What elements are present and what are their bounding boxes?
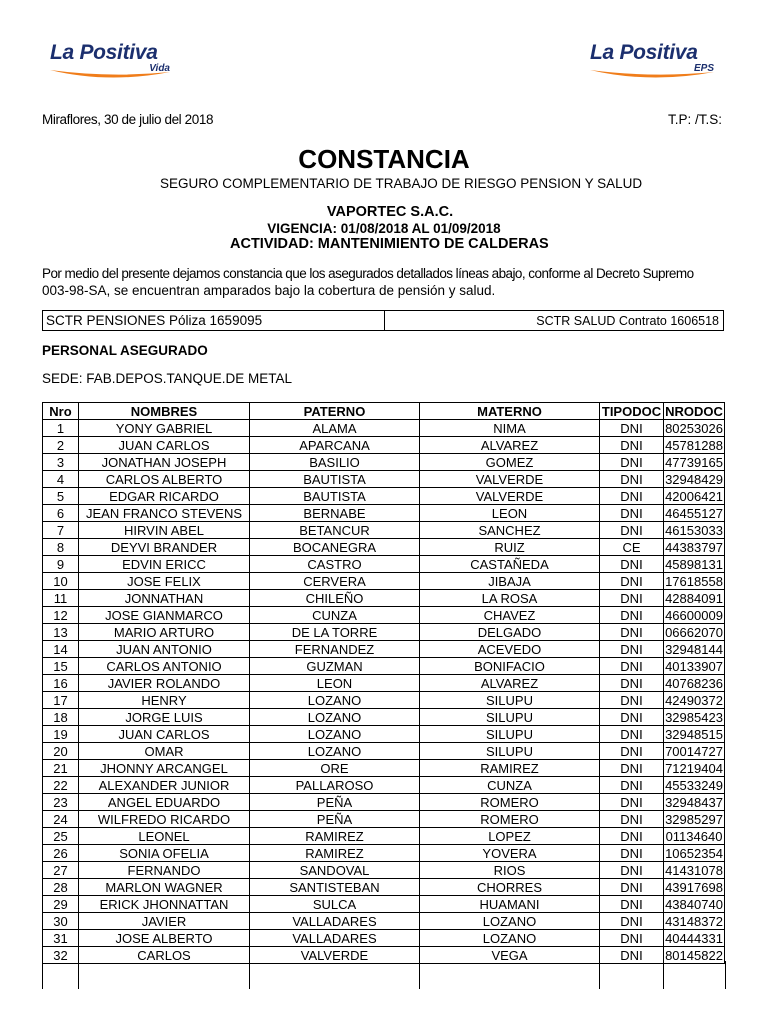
cell-tipodoc: DNI	[600, 454, 664, 471]
table-row	[43, 641, 725, 658]
cell-tipodoc: DNI	[600, 556, 664, 573]
cell-tipodoc: DNI	[600, 930, 664, 947]
cell-nombres: ANGEL EDUARDO	[79, 794, 250, 811]
cell-paterno: PALLAROSO	[250, 777, 420, 794]
sede-label: SEDE: FAB.DEPOS.TANQUE.DE METAL	[42, 371, 293, 386]
table-row	[43, 437, 725, 454]
cell-paterno: CHILEÑO	[250, 590, 420, 607]
cell-tipodoc: DNI	[600, 743, 664, 760]
cell-materno: ALVAREZ	[420, 437, 600, 454]
cell-materno: ROMERO	[420, 811, 600, 828]
cell-tipodoc: DNI	[600, 675, 664, 692]
page-subtitle: SEGURO COMPLEMENTARIO DE TRABAJO DE RIESGO PENSION Y SALUD	[160, 176, 643, 191]
cell-nro: 31	[43, 930, 79, 947]
cell-nombres: JUAN CARLOS	[79, 437, 250, 454]
header-nrodoc: NRODOC	[665, 403, 723, 419]
cell-nro: 25	[43, 828, 79, 845]
cell-nombres: MARLON WAGNER	[79, 879, 250, 896]
cell-paterno: LOZANO	[250, 726, 420, 743]
cell-paterno: VALVERDE	[250, 947, 420, 964]
logo-left-name: La Positiva	[50, 41, 158, 64]
cell-paterno: BASILIO	[250, 454, 420, 471]
swoosh-icon	[588, 64, 716, 84]
cell-nrodoc: 40444331	[665, 930, 723, 946]
cell-nrodoc: 17618558	[665, 573, 723, 589]
cell-nrodoc: 41431078	[665, 862, 723, 878]
cell-tipodoc: DNI	[600, 709, 664, 726]
header-nombres: NOMBRES	[79, 403, 250, 420]
personal-asegurado-heading: PERSONAL ASEGURADO	[42, 343, 208, 358]
cell-nrodoc: 43917698	[665, 879, 723, 895]
cell-paterno: LOZANO	[250, 743, 420, 760]
cell-nro: 27	[43, 862, 79, 879]
cell-paterno: APARCANA	[250, 437, 420, 454]
cell-nro: 13	[43, 624, 79, 641]
cell-nrodoc: 42490372	[665, 692, 723, 708]
sctr-salud: SCTR SALUD Contrato 1606518	[536, 314, 719, 328]
table-row	[43, 505, 725, 522]
cell-nrodoc: 44383797	[665, 539, 723, 555]
cell-tipodoc: DNI	[600, 896, 664, 913]
cell-nro: 32	[43, 947, 79, 964]
cell-nrodoc: 32985423	[665, 709, 723, 725]
cell-paterno: CASTRO	[250, 556, 420, 573]
table-row	[43, 777, 725, 794]
cell-nombres: FERNANDO	[79, 862, 250, 879]
cell-materno: LEON	[420, 505, 600, 522]
company-name: VAPORTEC S.A.C.	[326, 204, 454, 220]
table-row	[43, 556, 725, 573]
cell-tipodoc: DNI	[600, 505, 664, 522]
cell-nombres: ALEXANDER JUNIOR	[79, 777, 250, 794]
cell-materno: VALVERDE	[420, 488, 600, 505]
cell-nombres: EDGAR RICARDO	[79, 488, 250, 505]
cell-nro: 7	[43, 522, 79, 539]
cell-materno: DELGADO	[420, 624, 600, 641]
logo-left-sub: Vida	[149, 63, 170, 74]
cell-tipodoc: DNI	[600, 760, 664, 777]
cell-nrodoc: 40768236	[665, 675, 723, 691]
cell-tipodoc: DNI	[600, 573, 664, 590]
table-row	[43, 590, 725, 607]
cell-materno: BONIFACIO	[420, 658, 600, 675]
cell-materno: NIMA	[420, 420, 600, 437]
cell-materno: ROMERO	[420, 794, 600, 811]
cell-materno: SILUPU	[420, 743, 600, 760]
table-row	[43, 539, 725, 556]
cell-nombres: HENRY	[79, 692, 250, 709]
cell-paterno: SANDOVAL	[250, 862, 420, 879]
cell-nro: 21	[43, 760, 79, 777]
cell-nro: 20	[43, 743, 79, 760]
intro-paragraph-line-2: 003-98-SA, se encuentran amparados bajo la cobertura de pensión y salud.	[42, 283, 496, 298]
cell-tipodoc: DNI	[600, 488, 664, 505]
cell-paterno: BERNABE	[250, 505, 420, 522]
header-tipodoc: TIPODOC	[600, 403, 664, 420]
cell-tipodoc: DNI	[600, 522, 664, 539]
header-nro: Nro	[43, 403, 79, 420]
cell-paterno: PEÑA	[250, 811, 420, 828]
cell-materno: VALVERDE	[420, 471, 600, 488]
cell-paterno: LOZANO	[250, 692, 420, 709]
table-row	[43, 760, 725, 777]
table-row	[43, 573, 725, 590]
logo-right-sub: EPS	[693, 63, 714, 74]
cell-nro: 10	[43, 573, 79, 590]
sctr-pensiones: SCTR PENSIONES Póliza 1659095	[43, 311, 385, 330]
cell-materno: LA ROSA	[420, 590, 600, 607]
cell-nrodoc: 46153033	[665, 522, 723, 538]
cell-tipodoc: DNI	[600, 913, 664, 930]
cell-nro: 15	[43, 658, 79, 675]
cell-nro: 18	[43, 709, 79, 726]
cell-materno: YOVERA	[420, 845, 600, 862]
cell-nombres: JEAN FRANCO STEVENS	[79, 505, 250, 522]
header-paterno: PATERNO	[250, 403, 420, 420]
table-row	[43, 896, 725, 913]
cell-nombres: JAVIER ROLANDO	[79, 675, 250, 692]
cell-nombres: EDVIN ERICC	[79, 556, 250, 573]
cell-paterno: RAMIREZ	[250, 828, 420, 845]
cell-nro: 26	[43, 845, 79, 862]
cell-nombres: ERICK JHONNATTAN	[79, 896, 250, 913]
table-row	[43, 454, 725, 471]
cell-nombres: JOSE GIANMARCO	[79, 607, 250, 624]
la-positiva-vida-logo	[50, 42, 170, 74]
cell-nombres: JUAN CARLOS	[79, 726, 250, 743]
intro-paragraph-line-1: Por medio del presente dejamos constancia que los asegurados detallados líneas abajo, conforme al Decreto Supremo	[42, 266, 694, 281]
cell-nrodoc: 45898131	[665, 556, 723, 572]
cell-nombres: LEONEL	[79, 828, 250, 845]
actividad-line: ACTIVIDAD: MANTENIMIENTO DE CALDERAS	[230, 236, 549, 252]
cell-materno: ACEVEDO	[420, 641, 600, 658]
table-row	[43, 930, 725, 947]
cell-tipodoc: DNI	[600, 641, 664, 658]
cell-nrodoc: 42884091	[665, 590, 723, 606]
cell-materno: JIBAJA	[420, 573, 600, 590]
cell-materno: GOMEZ	[420, 454, 600, 471]
cell-tipodoc: DNI	[600, 658, 664, 675]
cell-nombres: OMAR	[79, 743, 250, 760]
cell-paterno: BAUTISTA	[250, 488, 420, 505]
cell-nombres: CARLOS ANTONIO	[79, 658, 250, 675]
cell-tipodoc: DNI	[600, 879, 664, 896]
cell-paterno: BETANCUR	[250, 522, 420, 539]
logo-right-name: La Positiva	[590, 41, 698, 64]
cell-materno: SILUPU	[420, 709, 600, 726]
table-row	[43, 828, 725, 845]
cell-tipodoc: DNI	[600, 862, 664, 879]
cell-nombres: JOSE ALBERTO	[79, 930, 250, 947]
cell-nrodoc: 46455127	[665, 505, 723, 521]
cell-paterno: CERVERA	[250, 573, 420, 590]
cell-nombres: SONIA OFELIA	[79, 845, 250, 862]
cell-nro: 24	[43, 811, 79, 828]
cell-paterno: DE LA TORRE	[250, 624, 420, 641]
cell-paterno: PEÑA	[250, 794, 420, 811]
cell-nombres: JAVIER	[79, 913, 250, 930]
cell-nrodoc: 06662070	[665, 624, 723, 640]
cell-nrodoc: 32948515	[665, 726, 723, 742]
cell-nombres: JUAN ANTONIO	[79, 641, 250, 658]
table-row	[43, 862, 725, 879]
cell-nrodoc: 32948437	[665, 794, 723, 810]
cell-nrodoc: 71219404	[665, 760, 723, 776]
table-row	[43, 811, 725, 828]
cell-tipodoc: DNI	[600, 828, 664, 845]
cell-materno: SANCHEZ	[420, 522, 600, 539]
cell-tipodoc: DNI	[600, 811, 664, 828]
cell-paterno: GUZMAN	[250, 658, 420, 675]
cell-nro: 1	[43, 420, 79, 437]
header-materno: MATERNO	[420, 403, 600, 420]
cell-paterno: BAUTISTA	[250, 471, 420, 488]
table-row	[43, 607, 725, 624]
cell-nombres: JOSE FELIX	[79, 573, 250, 590]
cell-nro: 6	[43, 505, 79, 522]
cell-tipodoc: DNI	[600, 471, 664, 488]
cell-tipodoc: DNI	[600, 420, 664, 437]
cell-nombres: JORGE LUIS	[79, 709, 250, 726]
cell-tipodoc: DNI	[600, 947, 664, 964]
cell-nrodoc: 40133907	[665, 658, 723, 674]
document-date: Miraflores, 30 de julio del 2018	[42, 112, 214, 127]
table-row	[43, 522, 725, 539]
cell-paterno: ALAMA	[250, 420, 420, 437]
cell-paterno: RAMIREZ	[250, 845, 420, 862]
intro-paragraph	[42, 265, 730, 299]
cell-nro: 5	[43, 488, 79, 505]
cell-nro: 3	[43, 454, 79, 471]
cell-materno: RIOS	[420, 862, 600, 879]
cell-paterno: BOCANEGRA	[250, 539, 420, 556]
cell-materno: SILUPU	[420, 726, 600, 743]
cell-nombres: YONY GABRIEL	[79, 420, 250, 437]
cell-nrodoc: 45533249	[665, 777, 723, 793]
cell-tipodoc: DNI	[600, 845, 664, 862]
cell-nombres: JHONNY ARCANGEL	[79, 760, 250, 777]
cell-materno: LOPEZ	[420, 828, 600, 845]
cell-nrodoc: 42006421	[665, 488, 723, 504]
table-row	[43, 709, 725, 726]
cell-nro: 14	[43, 641, 79, 658]
cell-materno: SILUPU	[420, 692, 600, 709]
cell-materno: RUIZ	[420, 539, 600, 556]
cell-nro: 4	[43, 471, 79, 488]
sctr-policy-box	[42, 310, 724, 331]
cell-nro: 30	[43, 913, 79, 930]
cell-paterno: VALLADARES	[250, 913, 420, 930]
cell-nombres: CARLOS ALBERTO	[79, 471, 250, 488]
cell-paterno: FERNANDEZ	[250, 641, 420, 658]
vigencia-line: VIGENCIA: 01/08/2018 AL 01/09/2018	[267, 221, 501, 236]
cell-nombres: WILFREDO RICARDO	[79, 811, 250, 828]
cell-nro: 22	[43, 777, 79, 794]
cell-nrodoc: 10652354	[665, 845, 723, 861]
table-row	[43, 658, 725, 675]
cell-nrodoc: 43148372	[665, 913, 723, 929]
cell-tipodoc: DNI	[600, 607, 664, 624]
cell-tipodoc: DNI	[600, 590, 664, 607]
cell-materno: CHAVEZ	[420, 607, 600, 624]
cell-tipodoc: DNI	[600, 692, 664, 709]
cell-nrodoc: 80253026	[665, 420, 723, 436]
cell-nro: 9	[43, 556, 79, 573]
cell-nro: 2	[43, 437, 79, 454]
cell-paterno: ORE	[250, 760, 420, 777]
cell-paterno: SULCA	[250, 896, 420, 913]
cell-nrodoc: 32985297	[665, 811, 723, 827]
table-row	[43, 879, 725, 896]
cell-materno: CUNZA	[420, 777, 600, 794]
cell-nombres: HIRVIN ABEL	[79, 522, 250, 539]
cell-nrodoc: 46600009	[665, 607, 723, 623]
cell-nrodoc: 45781288	[665, 437, 723, 453]
cell-nrodoc: 70014727	[665, 743, 723, 759]
table-row	[43, 488, 725, 505]
la-positiva-eps-logo	[590, 42, 714, 74]
table-row	[43, 726, 725, 743]
cell-paterno: VALLADARES	[250, 930, 420, 947]
cell-nro: 28	[43, 879, 79, 896]
cell-paterno: SANTISTEBAN	[250, 879, 420, 896]
cell-nrodoc: 32948429	[665, 471, 723, 487]
cell-paterno: LEON	[250, 675, 420, 692]
cell-tipodoc: CE	[600, 539, 664, 556]
insured-personnel-table	[42, 402, 725, 964]
cell-nro: 17	[43, 692, 79, 709]
cell-tipodoc: DNI	[600, 726, 664, 743]
cell-nrodoc: 43840740	[665, 896, 723, 912]
cell-nombres: JONNATHAN	[79, 590, 250, 607]
cell-materno: RAMIREZ	[420, 760, 600, 777]
cell-materno: LOZANO	[420, 930, 600, 947]
table-row	[43, 420, 725, 437]
table-row	[43, 692, 725, 709]
cell-nro: 29	[43, 896, 79, 913]
table-row	[43, 794, 725, 811]
table-row	[43, 743, 725, 760]
cell-materno: CASTAÑEDA	[420, 556, 600, 573]
table-trailing-rules	[42, 961, 727, 989]
cell-paterno: CUNZA	[250, 607, 420, 624]
cell-paterno: LOZANO	[250, 709, 420, 726]
cell-tipodoc: DNI	[600, 777, 664, 794]
cell-nro: 8	[43, 539, 79, 556]
cell-materno: ALVAREZ	[420, 675, 600, 692]
cell-nro: 11	[43, 590, 79, 607]
cell-nombres: MARIO ARTURO	[79, 624, 250, 641]
table-row	[43, 845, 725, 862]
tp-ts-label: T.P: /T.S:	[668, 112, 723, 127]
table-row	[43, 675, 725, 692]
cell-materno: CHORRES	[420, 879, 600, 896]
cell-nro: 12	[43, 607, 79, 624]
table-row	[43, 624, 725, 641]
cell-nombres: DEYVI BRANDER	[79, 539, 250, 556]
cell-materno: LOZANO	[420, 913, 600, 930]
cell-nro: 16	[43, 675, 79, 692]
cell-materno: VEGA	[420, 947, 600, 964]
cell-nrodoc: 01134640	[664, 828, 725, 845]
table-body	[43, 420, 725, 964]
table-header-row	[43, 403, 725, 420]
cell-nrodoc: 47739165	[665, 454, 723, 470]
table-row	[43, 471, 725, 488]
cell-tipodoc: DNI	[600, 794, 664, 811]
cell-nrodoc: 32948144	[665, 641, 723, 657]
swoosh-icon	[48, 64, 172, 84]
table-row	[43, 913, 725, 930]
cell-nrodoc: 80145822	[665, 947, 723, 963]
cell-tipodoc: DNI	[600, 437, 664, 454]
cell-tipodoc: DNI	[600, 624, 664, 641]
cell-nombres: JONATHAN JOSEPH	[79, 454, 250, 471]
cell-nro: 23	[43, 794, 79, 811]
cell-materno: HUAMANI	[420, 896, 600, 913]
cell-nro: 19	[43, 726, 79, 743]
page-title: CONSTANCIA	[298, 144, 470, 174]
cell-nombres: CARLOS	[79, 947, 250, 964]
